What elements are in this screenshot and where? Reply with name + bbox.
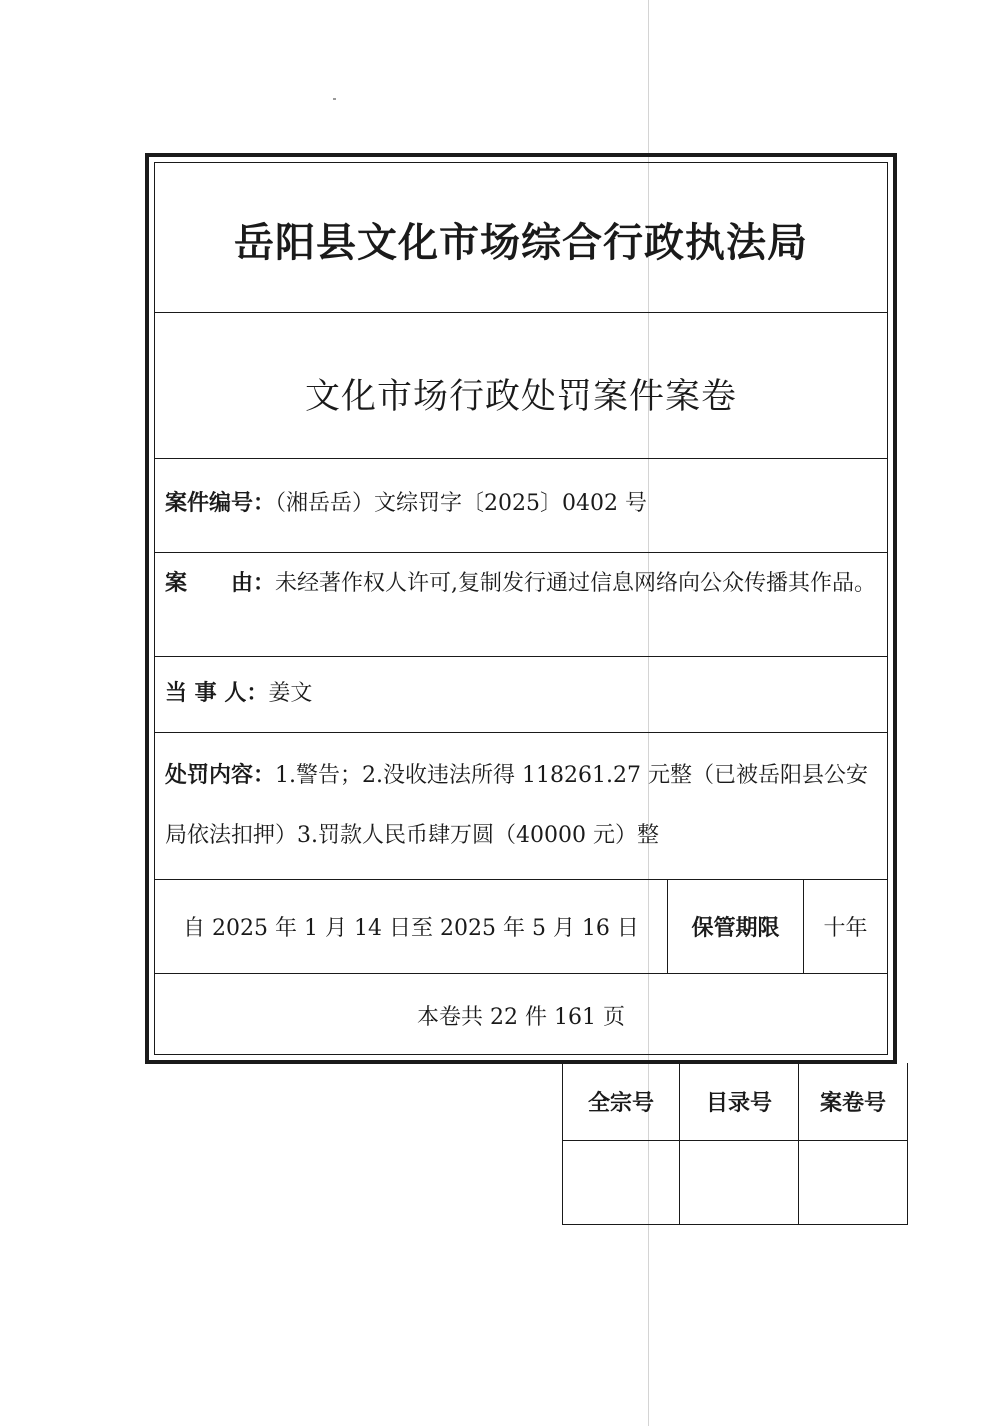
case-file-cover xyxy=(145,153,897,1064)
agency-name: 岳阳县文化市场综合行政执法局 xyxy=(234,219,808,266)
retention-label: 保管期限 xyxy=(668,880,804,973)
fonds-number-cell xyxy=(563,1141,680,1224)
case-number-value: （湘岳岳）文综罚字〔2025〕0402 号 xyxy=(275,491,647,516)
case-number-row xyxy=(155,459,887,553)
cause-row xyxy=(155,553,887,657)
pages-row xyxy=(155,974,887,1054)
pages-summary: 本卷共 22 件 161 页 xyxy=(417,1005,625,1030)
party-label: 当 事 人： xyxy=(165,680,269,706)
cause-label: 案 由： xyxy=(165,570,276,596)
title-row xyxy=(155,313,887,459)
volume-title: 文化市场行政处罚案件案卷 xyxy=(304,377,737,417)
date-range: 自 2025 年 1 月 14 日至 2025 年 5 月 16 日 xyxy=(155,880,668,973)
party-field xyxy=(165,663,883,724)
file-number-cell xyxy=(799,1141,907,1224)
catalog-number-header: 目录号 xyxy=(680,1063,799,1141)
party-value: 姜文 xyxy=(268,681,313,706)
penalty-row xyxy=(155,733,887,880)
cause-value: 未经著作权人许可,复制发行通过信息网络向公众传播其作品。 xyxy=(275,571,877,596)
party-row xyxy=(155,657,887,733)
catalog-number-cell xyxy=(680,1141,799,1224)
period-row xyxy=(155,880,887,974)
cover-inner-frame xyxy=(154,162,888,1055)
cause-field xyxy=(165,553,883,614)
penalty-value: 1.警告；2.没收违法所得 118261.27 元整（已被岳阳县公安局依法扣押）3.罚款人民币肆万圆（40000 元）整 xyxy=(165,763,868,848)
penalty-field xyxy=(165,745,883,866)
scan-speck xyxy=(333,98,336,100)
archive-number-table xyxy=(562,1063,908,1225)
retention-value: 十年 xyxy=(823,916,868,941)
case-number-field xyxy=(165,473,883,534)
penalty-label: 处罚内容： xyxy=(165,762,276,788)
case-number-label: 案件编号： xyxy=(165,490,276,516)
file-number-header: 案卷号 xyxy=(799,1063,907,1141)
fonds-number-header: 全宗号 xyxy=(563,1063,680,1141)
agency-row xyxy=(155,163,887,313)
